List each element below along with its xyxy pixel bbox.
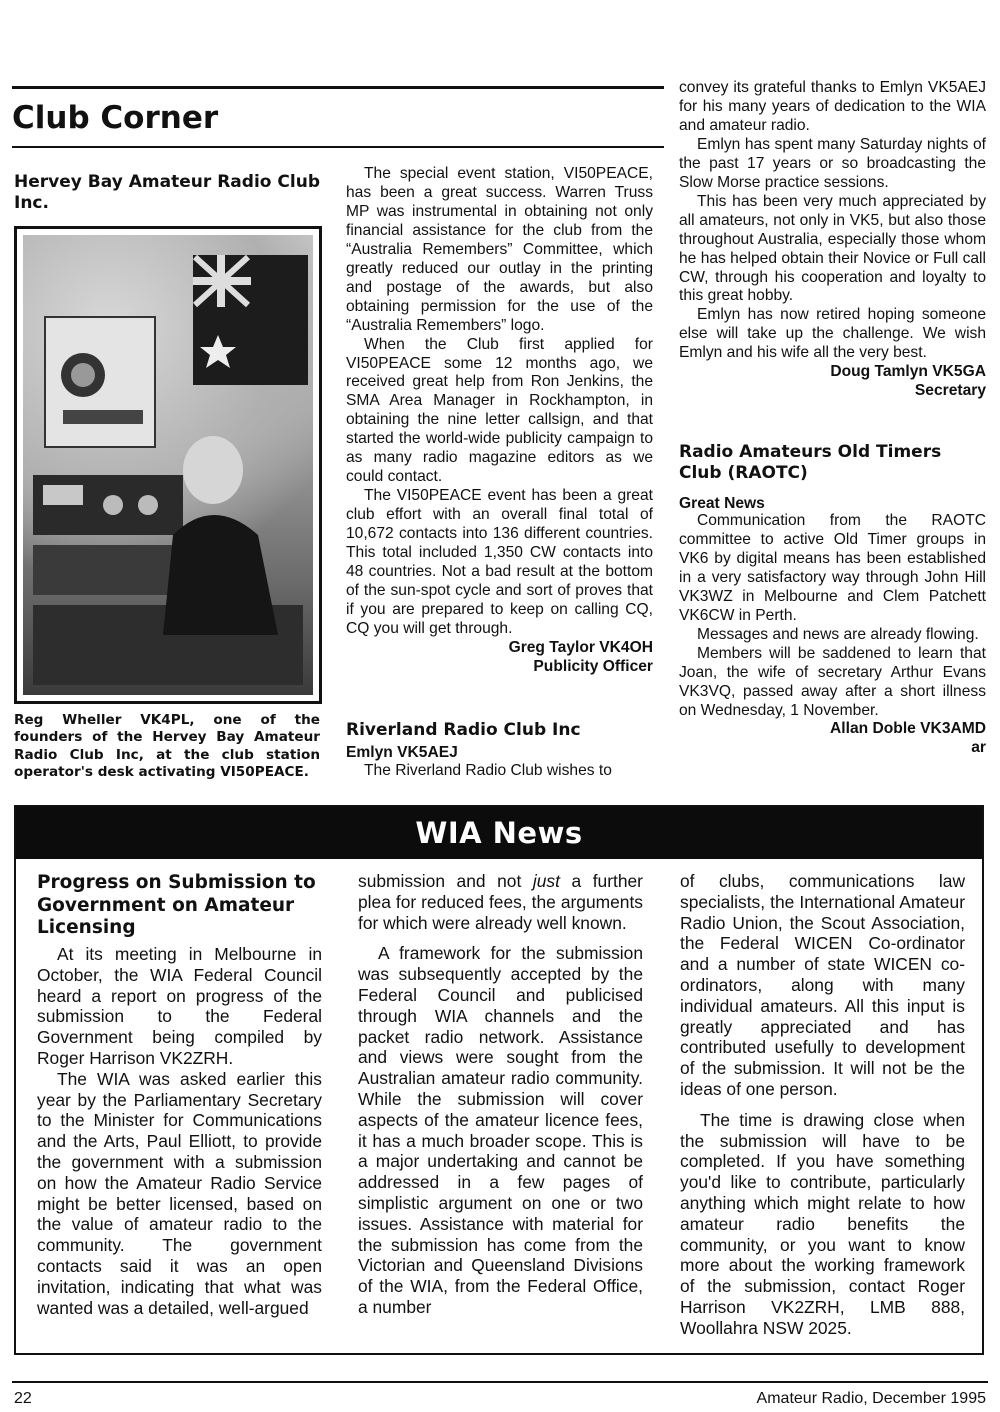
wia-paragraph: At its meeting in Melbourne in October, the WIA Federal Council heard a report on progress of the submission to the Federal Government being compiled by Roger Harrison VK2ZRH.: [37, 944, 322, 1068]
section-title-rule: [12, 146, 664, 148]
hervey-paragraph: When the Club first applied for VI50PEACE some 12 months ago, we received great help from Ron Jenkins, the SMA Area Manager in Rockhampton, in obtaining the nine letter callsign, and that started the world-wide publicity campaign to as many radio magazine editors as we could contact.: [346, 335, 653, 486]
riverland-subhead: Emlyn VK5AEJ: [346, 744, 458, 761]
photo-image: [23, 235, 313, 695]
wia-news-banner: [16, 807, 982, 859]
raotc-paragraph: Members will be saddened to learn that Joan, the wife of secretary Arthur Evans VK3VQ, passed away after a short illness on Wednesday, 1 November.: [679, 644, 986, 719]
wia-paragraph: A framework for the submission was subsequently accepted by the Federal Council and publicised through WIA channels and the packet radio network. Assistance and views were sought from the Australian amateur radio community. While the submission will cover aspects of the amateur licence fees, it has a much broader scope. This is a major undertaking and cannot be addressed in a few pages of simplistic argument on one or two issues. Assistance with material for the submission has come from the Victorian and Queensland Divisions of the WIA, from the Federal Office, a number: [358, 943, 643, 1317]
flag-shape: [193, 255, 308, 385]
hervey-article: [346, 165, 653, 677]
poster-shape: [45, 317, 155, 447]
raotc-end-mark: ar: [971, 739, 986, 757]
wia-article-title: Progress on Submission to Government on Amateur Licensing: [37, 872, 316, 939]
riverland-intro: [346, 762, 653, 781]
operator-figure: [163, 436, 278, 635]
wia-paragraph: The time is drawing close when the submission will have to be completed. If you have something you'd like to contribute, particularly anything which might relate to how amateur radio benefits the community, or you want to know more about the working framework of the submission, contact Roger Harrison VK2ZRH, LMB 888, Woollahra NSW 2025.: [680, 1109, 965, 1338]
club-station-photo: [14, 226, 322, 704]
riverland-title: Riverland Radio Club Inc: [346, 720, 581, 740]
riverland-paragraph: Emlyn has spent many Saturday nights of the past 17 years or so broadcasting the Slow Morse practice sessions.: [679, 135, 986, 191]
hervey-signature-name: Greg Taylor VK4OH: [508, 638, 653, 656]
riverland-signature-name: Doug Tamlyn VK5GA: [830, 363, 986, 381]
hervey-paragraph: The VI50PEACE event has been a great club effort with an overall final total of 10,672 contacts into 136 different countries. This total included 1,350 CW contacts into 48 countries. Not a bad result at the bottom of the sun-spot cycle and sort of proves that if you are prepared to keep on calling CQ, CQ you will get through.: [346, 487, 653, 637]
hervey-title: Hervey Bay Amateur Radio Club Inc.: [14, 172, 320, 213]
section-title: Club Corner: [12, 100, 219, 136]
raotc-article: [679, 512, 986, 758]
wia-column-1: [37, 944, 322, 1318]
riverland-paragraph-start: The Riverland Radio Club wishes to: [364, 762, 612, 779]
wia-emphasis: just: [532, 871, 560, 891]
wia-news-banner-text: WIA News: [415, 816, 583, 850]
photo-illustration: [23, 235, 313, 695]
hervey-signature-role: Publicity Officer: [533, 657, 653, 675]
raotc-signature-name: Allan Doble VK3AMD: [830, 720, 986, 738]
wia-text: a further plea for reduced fees, the arguments for which were already well known.: [358, 871, 643, 933]
raotc-subhead: Great News: [679, 495, 765, 512]
hervey-paragraph: The special event station, VI50PEACE, has been a great success. Warren Truss MP was instrumental in obtaining not only financial assistance for the club from the “Australia Remembers” Committee, which greatly reduced our outlay in the printing and postage of the awards, but also obtaining permission for the use of the “Australia Remembers” logo.: [346, 165, 653, 334]
riverland-signature-role: Secretary: [914, 382, 986, 400]
footer-rule: [12, 1381, 988, 1383]
raotc-title: Radio Amateurs Old Timers Club (RAOTC): [679, 442, 942, 483]
wia-column-3: [680, 871, 965, 1339]
riverland-article: [679, 79, 986, 401]
footer-publication: Amateur Radio, December 1995: [756, 1390, 986, 1407]
riverland-paragraph: convey its grateful thanks to Emlyn VK5AEJ for his many years of dedication to the WIA and amateur radio.: [679, 79, 986, 134]
raotc-paragraph: Messages and news are already flowing.: [697, 625, 979, 643]
wia-paragraph: of clubs, communications law specialists, the International Amateur Radio Union, the Scout Association, the Federal WICEN Co-ordinator and a number of state WICEN co-ordinators, along with many individual amateurs. All this input is greatly appreciated and has contributed usefully to development of the submission. It will not be the ideas of one person.: [680, 871, 965, 1099]
wia-text: submission and not: [358, 871, 533, 891]
wia-paragraph: The WIA was asked earlier this year by the Parliamentary Secretary to the Minister for Communications and the Arts, Paul Elliott, to provide the government with a submission on how the Amateur Radio Service might be better licensed, based on the value of amateur radio to the community. The government contacts said it was an open invitation, indicating that what was wanted was a detailed, well-argued: [37, 1068, 322, 1318]
footer-page-number: 22: [14, 1390, 32, 1407]
riverland-paragraph: This has been very much appreciated by all amateurs, not only in VK5, but also those throughout Australia, especially those whom he has helped obtain their Novice or Full call CW, through his cooperation and loyalty to this great hobby.: [679, 192, 986, 305]
wia-column-2: [358, 871, 643, 1318]
wia-paragraph: [358, 871, 643, 933]
photo-caption: Reg Wheller VK4PL, one of the founders of the Hervey Bay Amateur Radio Club Inc, at the club station operator's desk activating VI50PEACE.: [14, 712, 320, 781]
riverland-paragraph: Emlyn has now retired hoping someone else will take up the challenge. We wish Emlyn and his wife all the very best.: [679, 306, 986, 362]
raotc-paragraph: Communication from the RAOTC committee to active Old Timer groups in VK6 by digital means has been established in a very satisfactory way through John Hill VK3WZ in Melbourne and Clem Patchett VK6CW in Perth.: [679, 512, 986, 624]
top-rule: [12, 86, 664, 89]
